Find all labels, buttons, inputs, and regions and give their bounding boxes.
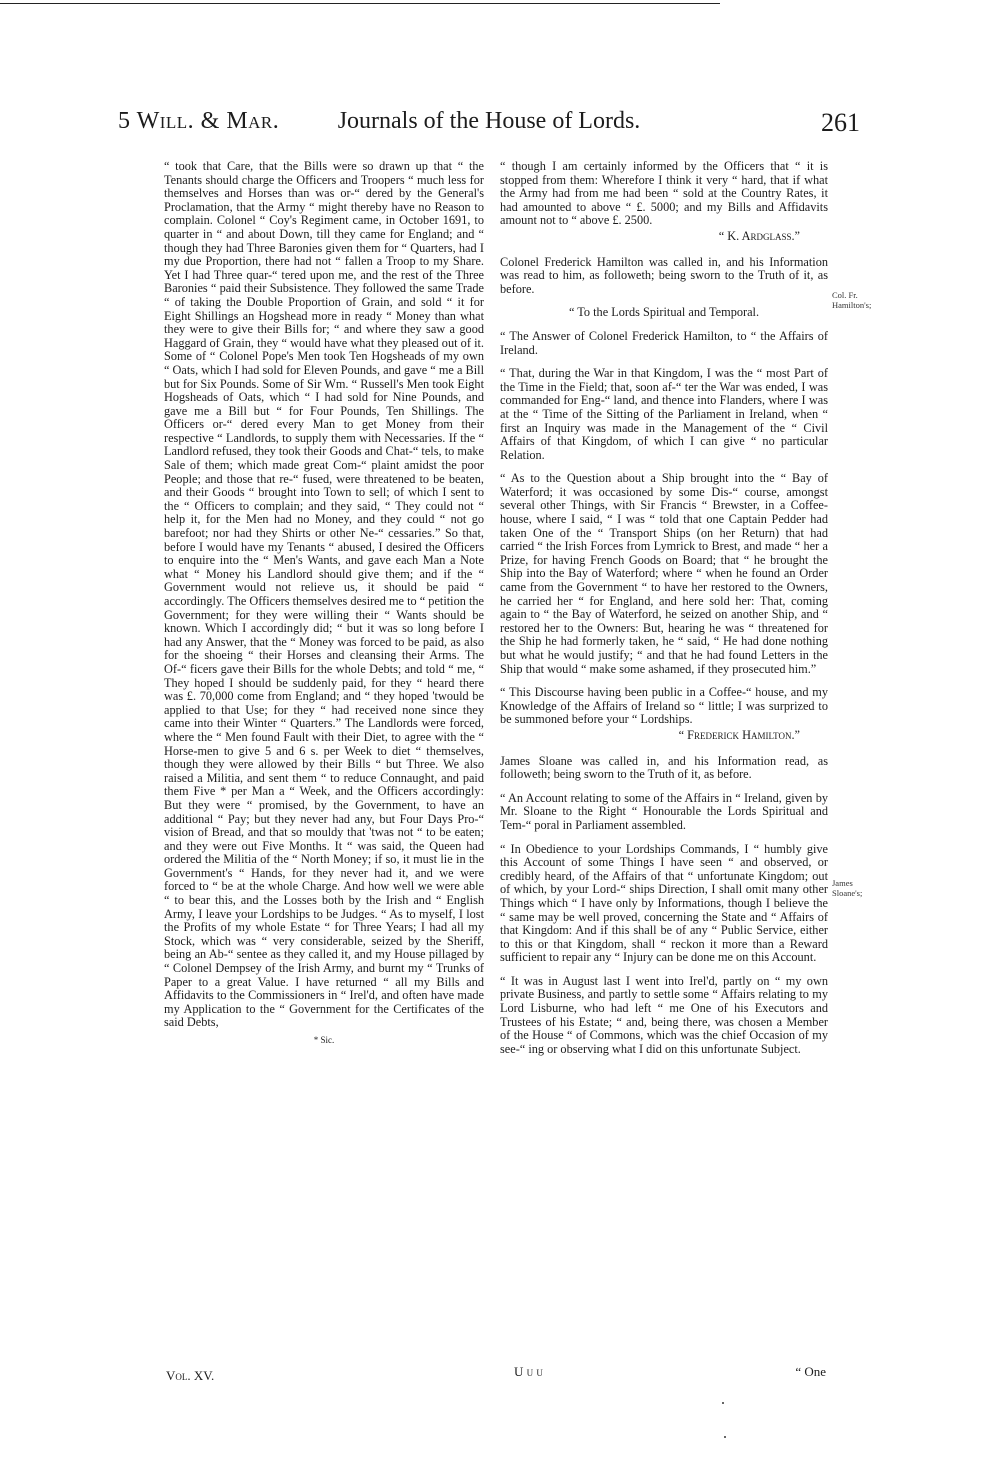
margin-note-sloane: James Sloane's; — [832, 878, 863, 898]
signature-mark: U u u — [514, 1364, 543, 1379]
top-rule — [0, 3, 720, 4]
right-column — [500, 160, 828, 1056]
running-head-title: Journals of the House of Lords. — [337, 108, 641, 134]
ardglass-signature: “ K. Ardglass.” — [718, 228, 800, 243]
running-head-regnal-year: 5 Will. & Mar. — [118, 108, 280, 134]
print-speck — [724, 1436, 726, 1438]
hamilton-heading: “ The Answer of Colonel Frederick Hamilton, to “ the Affairs of Ireland. — [500, 328, 828, 357]
hamilton-paragraph-1: “ That, during the War in that Kingdom, I was the “ most Part of the Time in the Field; that, soon af-“ ter the War was ended, I was commanded for Eng-“ land, and thence into Flanders, where I was at the “ Time of the Sitting of the Parliament in Ireland, when “ first an Inquiry was made in the Management of the “ Civil Affairs of that Kingdom, of which I can give “ no particular Relation. — [500, 366, 828, 462]
hamilton-intro: Colonel Frederick Hamilton was called in, and his Information was read to him, as followeth; being sworn to the Truth of it, as before. — [500, 254, 828, 296]
ardglass-conclusion: “ though I am certainly informed by the Officers that “ it is stopped from them: Wherefore I think it very “ hard, that if what the Army had from me had been “ sold at the Country Rates, it had amounted to above “ £. 5000; and my Bills and Affidavits amount not to “ above £. 2500. — [500, 159, 828, 228]
ardglass-continuation: “ took that Care, that the Bills were so drawn up that “ the Tenants should charge the Officers and Troopers “ much less for themselves and Horses than was or-“ dered by the General's Proclamation, that the Army “ might thereby have no Reason to complain. Colonel “ Coy's Regiment came, in October 1691, to quarter in “ and about Down, till they came for England; and “ though they had Three Baronies given them for “ Quarters, had I my due Proportion, there had not “ fallen a Troop to my Share. Yet I had Three quar-“ tered upon me, and the rest of the Three Baronies “ paid their Subsistence. They followed the same Trade “ of taking the Double Proportion of Grain, and sold “ it for Eight Shillings an Hogshead more in ready “ Money than what they were to give their Bills for; “ and where they saw a good Haggard of Grain, they “ would have what they pleased out of it. Some of “ Colonel Pope's Men took Ten Hogsheads of my own “ Oats, which I had sold for Eleven Pounds, and gave “ me a Bill but for Six Pounds. Some of Sir Wm. “ Russell's Men took Eight Hogsheads of Oats, which “ I had sold for Nine Pounds, and gave me a Bill but “ for Four Pounds, Ten Shillings. The Officers or-“ dered every Man to get Money from their respective “ Landlords, to supply them with Necessaries. If the “ Landlord refused, they took their Goods and Chat-“ tels, to make Sale of them; which made great Com-“ plaint amidst the poor People; and those that re-“ fused, were threatened to be beaten, and their Goods “ brought into Town to sell; of which I sent to the “ Officers to complain; and they said, “ They could not “ help it, for the Men had no Money, and they could “ not go barefoot; nor had they Shirts or other Ne-“ cessaries.” So that, before I would have my Tenants “ abused, I desired the Officers to enquire into the “ Men's Wants, and gave each Man a Note what “ Money his Landlord should give them; and if the “ Government would not relieve us, it should be paid “ accordingly. The Officers themselves desired me to “ petition the Government; for they were willing their “ Wants should be known. Which I accordingly did; “ but it was so long before I had any Answer, that the “ Money was forced to be paid, as also for the shoeing “ their Horses and cleansing their Arms. The Of-“ ficers gave their Bills for the whole Debts; and told “ me, “ They hoped I should be suddenly paid, for they “ heard there was £. 70,000 come from England; and “ they hoped 'twould be applied to that Use; for they “ had received none since they came into their Winter “ Quarters.” The Landlords were forced, where the “ Men found Fault with their Diet, to agree with the “ Horse-men to give 5 and 6 s. per Week to diet “ themselves, though they were allowed by their Bills “ but Three. We also raised a Militia, and sent them “ to reduce Connaught, and paid them Five * per Man a “ Week, and the Officers accordingly: But they were “ promised, by the Government, to have an additional “ Pay; but they never had any, but Four Days Pro-“ vision of Bread, and that so mouldy that 'twas not “ to be eaten; and they were out Five Months. It “ was said, the Queen had ordered the Militia of the “ North Money; if so, it must lie in the Government's “ Hands, for they never had it, and we were forced to “ be at the whole Charge. And how well we were able “ to bear this, and the Losses both by the Irish and “ English Army, I leave your Lordships to be Judges. “ As to myself, I lost the Profits of my whole Estate “ for Three Years; I had all my Stock, which was “ very considerable, seized by the Sheriff, being an Ab-“ sentee as they called it, and my House pillaged by “ Colonel Dempsey of the Irish Army, and burnt my “ Trunks of Paper to a great Value. I have returned “ all my Bills and Affidavits to the Commissioners in “ Irel'd, and often have made my Application to the “ Government for the Certificates of the said Debts, — [164, 159, 484, 1030]
hamilton-signature: “ Frederick Hamilton.” — [678, 727, 800, 742]
sloane-paragraph-1: “ In Obedience to your Lordships Commands, I “ humbly give this Account of some Things I have seen “ and observed, or credibly heard, of the Affairs of that “ unfortunate Kingdom; out of which, by your Lord-“ ships Direction, I shall omit many other Things which “ I have only by Informations, though I believe the “ same may be well proved, concerning the State and “ Affairs of that Kingdom: And if this shall be of any “ Public Service, either to this or that Kingdom, shall “ reckon it more than a Reward sufficient to repair any “ Injury can be done me on this Account. — [500, 841, 828, 965]
page-footer — [166, 1364, 826, 1388]
page-number: 261 — [821, 108, 860, 137]
margin-note-hamilton: Col. Fr. Hamilton's; — [832, 290, 872, 310]
sloane-intro: James Sloane was called in, and his Information read, as followeth; being sworn to the Truth of it, as before. — [500, 753, 828, 782]
left-column — [164, 160, 484, 1048]
hamilton-paragraph-2: “ As to the Question about a Ship brought into the “ Bay of Waterford; it was occasioned by some Dis-“ course, amongst several other Things, with Sir Francis “ Brewster, in a Coffee-house, where I said, “ I was “ told that one Captain Pedder had taken One of the “ Transport Ships (on her Return) that had carried “ the Irish Forces from Lymrick to Brest, and made “ her a Prize, for having French Goods on Board; that “ he brought the Ship into the Bay of Waterford; where “ when he found an Order came from the Government “ to have her restored to the Owners, he carried her “ for England, and here sold her: That, coming again to “ the Bay of Waterford, he seized on another Ship, and “ restored her to the Owners: But, hearing he was “ threatened for the Ship he had formerly taken, he “ said, “ He had done nothing but what he would justify; “ and that he had found Letters in the Ship that would “ make some ashamed, if they prosecuted him.” — [500, 471, 828, 676]
print-speck — [722, 1402, 724, 1404]
hamilton-paragraph-3: “ This Discourse having been public in a Coffee-“ house, and my Knowledge of the Affairs of Ireland so “ little; I was surprized to be summoned before your “ Lordships. — [500, 685, 828, 727]
hamilton-address: “ To the Lords Spiritual and Temporal. — [568, 305, 760, 320]
page-header — [118, 108, 860, 152]
sloane-paragraph-2: “ It was in August last I went into Irel'd, partly on “ my own private Business, and partly to settle some “ Affairs relating to my Lord Lisburne, who had left “ me One of his Executors and Trustees of his Estate; “ and, being there, was chosen a Member of the House “ of Commons, which was the chief Occasion of my see-“ ing or observing what I did on this unfortunate Subject. — [500, 973, 828, 1056]
catchword: “ One — [795, 1364, 826, 1379]
volume-label: Vol. XV. — [166, 1368, 215, 1383]
footnote: * Sic. — [313, 1035, 335, 1045]
sloane-heading: “ An Account relating to some of the Affairs in “ Ireland, given by Mr. Sloane to the Right “ Honourable the Lords Spiritual and Tem-“ poral in Parliament assembled. — [500, 790, 828, 832]
